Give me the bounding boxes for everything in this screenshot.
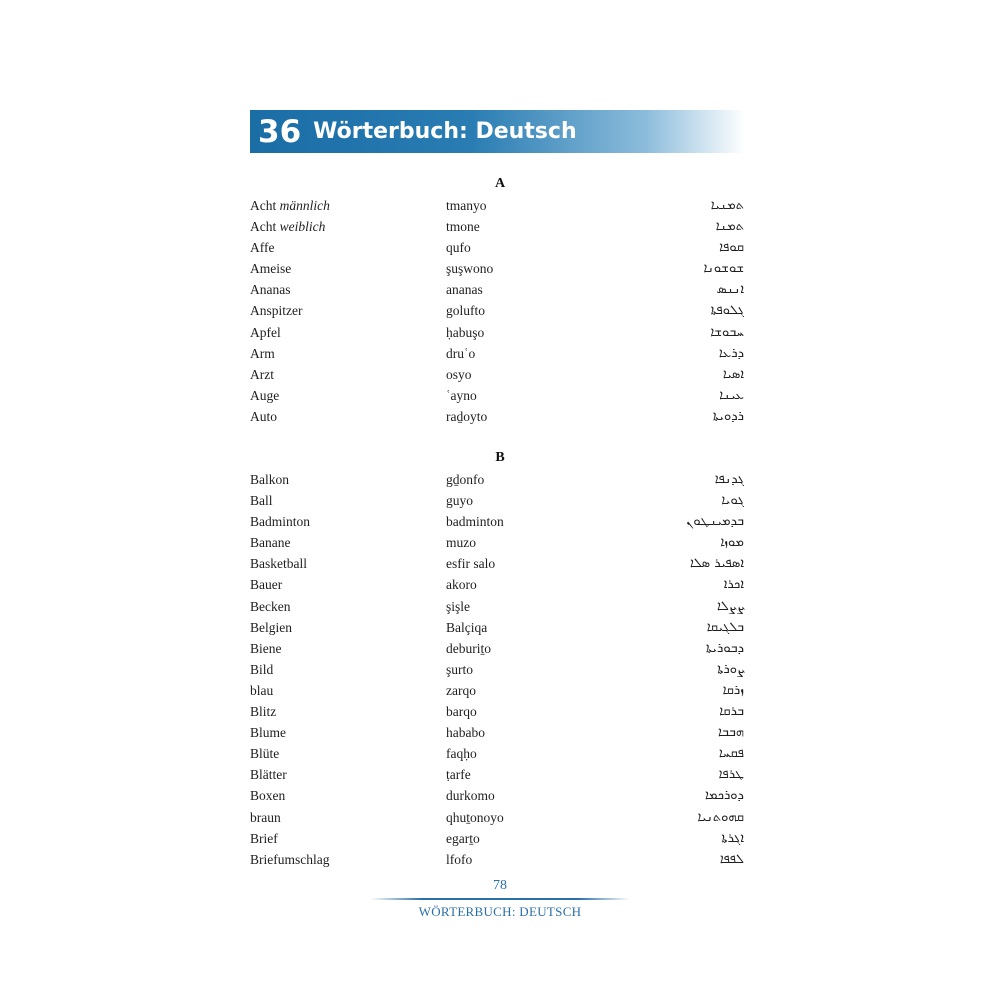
transliteration: faqḥo <box>446 746 477 762</box>
transliteration: ṭarfe <box>446 767 471 783</box>
syriac-word: ܫܘܫܘܢܐ <box>703 261 744 277</box>
transliteration: Balçiqa <box>446 619 488 635</box>
german-word-text: Badminton <box>250 514 310 530</box>
dictionary-entry <box>250 680 750 701</box>
syriac-word: ܦܩܚܐ <box>718 746 744 762</box>
transliteration: tmone <box>446 219 480 235</box>
transliteration: lfofo <box>446 851 473 867</box>
dictionary-entry <box>250 216 750 237</box>
dictionary-entry <box>250 659 750 680</box>
transliteration: şuşwono <box>446 261 494 277</box>
section-b <box>250 447 750 870</box>
transliteration: qufo <box>446 240 471 256</box>
syriac-word: ܕܒܘܪܝܬܐ <box>705 640 744 656</box>
dictionary-entry <box>250 322 750 343</box>
chapter-banner <box>250 110 745 153</box>
transliteration: esfir salo <box>446 556 496 572</box>
syriac-word: ܐܣܝܐ <box>722 366 744 382</box>
german-word <box>250 343 275 364</box>
page-footer <box>370 876 630 920</box>
german-word <box>250 743 279 764</box>
german-word-text: Brief <box>250 830 278 846</box>
german-word <box>250 701 276 722</box>
gender-note: weiblich <box>279 219 326 235</box>
syriac-word: ܐܣܦܝܪ ܣܠܐ <box>689 556 744 572</box>
german-word-text: Acht <box>250 219 277 235</box>
chapter-title: Wörterbuch: Deutsch <box>313 119 577 144</box>
dictionary-entry <box>250 638 750 659</box>
dictionary-entry <box>250 849 750 870</box>
german-word <box>250 849 329 870</box>
german-word-text: Blume <box>250 725 286 741</box>
dictionary-entry <box>250 364 750 385</box>
syriac-word: ܥܝܢܐ <box>719 387 744 403</box>
transliteration: durkomo <box>446 788 495 804</box>
german-word <box>250 195 330 216</box>
german-word <box>250 828 278 849</box>
syriac-word: ܐܢܢܣ <box>716 282 744 298</box>
syriac-word: ܗܒܒܐ <box>717 725 744 741</box>
german-word-text: Biene <box>250 640 282 656</box>
dictionary-entry <box>250 511 750 532</box>
german-word <box>250 490 273 511</box>
german-word <box>250 237 275 258</box>
german-word-text: Bild <box>250 661 274 677</box>
syriac-word: ܓܘܝܐ <box>721 493 744 509</box>
german-word <box>250 785 285 806</box>
dictionary-entry <box>250 807 750 828</box>
transliteration: zarqo <box>446 682 476 698</box>
german-word-text: Apfel <box>250 324 281 340</box>
dictionary-entry <box>250 785 750 806</box>
syriac-word: ܩܘܦܐ <box>719 240 744 256</box>
transliteration: ananas <box>446 282 483 298</box>
german-word <box>250 574 282 595</box>
syriac-word: ܕܘܪܟܡܐ <box>704 788 744 804</box>
dictionary-entry <box>250 279 750 300</box>
syriac-word: ܓܕܢܦܐ <box>714 472 744 487</box>
german-word-text: Balkon <box>250 472 289 487</box>
dictionary-entry <box>250 343 750 364</box>
transliteration: druʿo <box>446 345 476 361</box>
german-word-text: Auto <box>250 408 277 424</box>
german-word <box>250 596 290 617</box>
transliteration: deburiṯo <box>446 640 491 656</box>
syriac-word: ܩܗܘܬܢܝܐ <box>697 809 744 825</box>
syriac-word: ܓܠܘܦܬܐ <box>710 303 744 319</box>
syriac-word: ܬܡܢܝܐ <box>710 198 744 213</box>
dictionary-entry <box>250 553 750 574</box>
german-word-text: Briefumschlag <box>250 851 330 867</box>
transliteration: ḥabuşo <box>446 324 485 340</box>
transliteration: şişle <box>446 598 471 614</box>
german-word-text: Blitz <box>250 704 277 720</box>
german-word <box>250 764 287 785</box>
german-word-text: Auge <box>250 387 280 403</box>
syriac-word: ܡܘܙܐ <box>720 535 744 551</box>
german-word <box>250 617 292 638</box>
german-word-text: Blätter <box>250 767 287 783</box>
dictionary-entry <box>250 743 750 764</box>
german-word <box>250 511 310 532</box>
german-word <box>250 469 289 490</box>
syriac-word: ܠܦܦܐ <box>719 851 744 867</box>
german-word-text: blau <box>250 682 274 698</box>
german-word-text: Acht <box>250 198 277 213</box>
dictionary-entry <box>250 532 750 553</box>
german-word <box>250 364 274 385</box>
german-word-text: Boxen <box>250 788 286 804</box>
syriac-word: ܨܘܪܬܐ <box>717 661 744 677</box>
transliteration: badminton <box>446 514 504 530</box>
syriac-word: ܐܓܪܬܐ <box>721 830 744 846</box>
dictionary-entry <box>250 237 750 258</box>
german-word-text: Ameise <box>250 261 292 277</box>
german-word <box>250 279 291 300</box>
german-word <box>250 722 286 743</box>
syriac-word: ܐܟܪܐ <box>723 577 744 593</box>
syriac-word: ܛܪܦܐ <box>718 767 744 783</box>
german-word <box>250 638 282 659</box>
transliteration: akoro <box>446 577 477 593</box>
transliteration: ʿayno <box>446 387 477 403</box>
dictionary-entry <box>250 722 750 743</box>
dictionary-entry <box>250 701 750 722</box>
german-word-text: Ball <box>250 493 273 509</box>
dictionary-entry <box>250 406 750 427</box>
german-word <box>250 659 273 680</box>
dictionary-entry <box>250 469 750 490</box>
gender-note: männlich <box>279 198 330 213</box>
footer-rule <box>370 898 630 900</box>
dictionary-entry <box>250 596 750 617</box>
dictionary-entry <box>250 490 750 511</box>
syriac-word: ܒܠܓܝܩܐ <box>706 619 744 635</box>
german-word <box>250 216 325 237</box>
dictionary-entry <box>250 300 750 321</box>
german-word <box>250 807 281 828</box>
german-word-text: Anspitzer <box>250 303 303 319</box>
german-word <box>250 258 291 279</box>
transliteration: guyo <box>446 493 473 509</box>
german-word <box>250 385 279 406</box>
german-word-text: Arzt <box>250 366 274 382</box>
german-word-text: braun <box>250 809 281 825</box>
transliteration: muzo <box>446 535 476 551</box>
syriac-word: ܚܒܘܫܐ <box>710 324 744 340</box>
section-letter: A <box>494 176 506 191</box>
syriac-word: ܬܡܢܐ <box>715 219 744 235</box>
german-word <box>250 406 277 427</box>
dictionary-entry <box>250 385 750 406</box>
german-word-text: Basketball <box>250 556 307 572</box>
footer-title: WÖRTERBUCH: DEUTSCH <box>418 904 582 919</box>
section-letter: B <box>495 450 505 465</box>
transliteration: raḏoyto <box>446 408 488 424</box>
transliteration: tmanyo <box>446 198 487 213</box>
german-word-text: Affe <box>250 240 275 256</box>
german-word-text: Ananas <box>250 282 291 298</box>
german-word-text: Becken <box>250 598 291 614</box>
transliteration: şurto <box>446 661 473 677</box>
german-word <box>250 553 307 574</box>
syriac-word: ܪܕܘܝܬܐ <box>712 408 744 424</box>
german-word <box>250 322 281 343</box>
syriac-word: ܕܪܥܐ <box>718 345 744 361</box>
syriac-word: ܨܨܠܐ <box>716 598 744 614</box>
german-word-text: Blüte <box>250 746 280 762</box>
transliteration: gḏonfo <box>446 472 485 487</box>
german-word <box>250 532 290 553</box>
transliteration: qhuṯonoyo <box>446 809 504 825</box>
chapter-number: 36 <box>258 113 302 150</box>
dictionary-entry <box>250 195 750 216</box>
transliteration: barqo <box>446 704 477 720</box>
transliteration: golufto <box>446 303 485 319</box>
syriac-word: ܒܕܡܝܢܛܘܢ <box>686 514 744 530</box>
transliteration: hababo <box>446 725 485 741</box>
page-number: 78 <box>493 878 507 893</box>
german-word <box>250 300 302 321</box>
transliteration: egarṯo <box>446 830 480 846</box>
transliteration: osyo <box>446 366 472 382</box>
german-word-text: Banane <box>250 535 291 551</box>
dictionary-entry <box>250 574 750 595</box>
german-word-text: Bauer <box>250 577 283 593</box>
german-word-text: Belgien <box>250 619 292 635</box>
syriac-word: ܒܪܩܐ <box>719 704 744 720</box>
dictionary-entry <box>250 764 750 785</box>
syriac-word: ܙܪܩܐ <box>722 682 744 698</box>
dictionary-entry <box>250 617 750 638</box>
german-word-text: Arm <box>250 345 275 361</box>
section-a <box>250 173 750 427</box>
german-word <box>250 680 273 701</box>
dictionary-entry <box>250 258 750 279</box>
dictionary-entry <box>250 828 750 849</box>
